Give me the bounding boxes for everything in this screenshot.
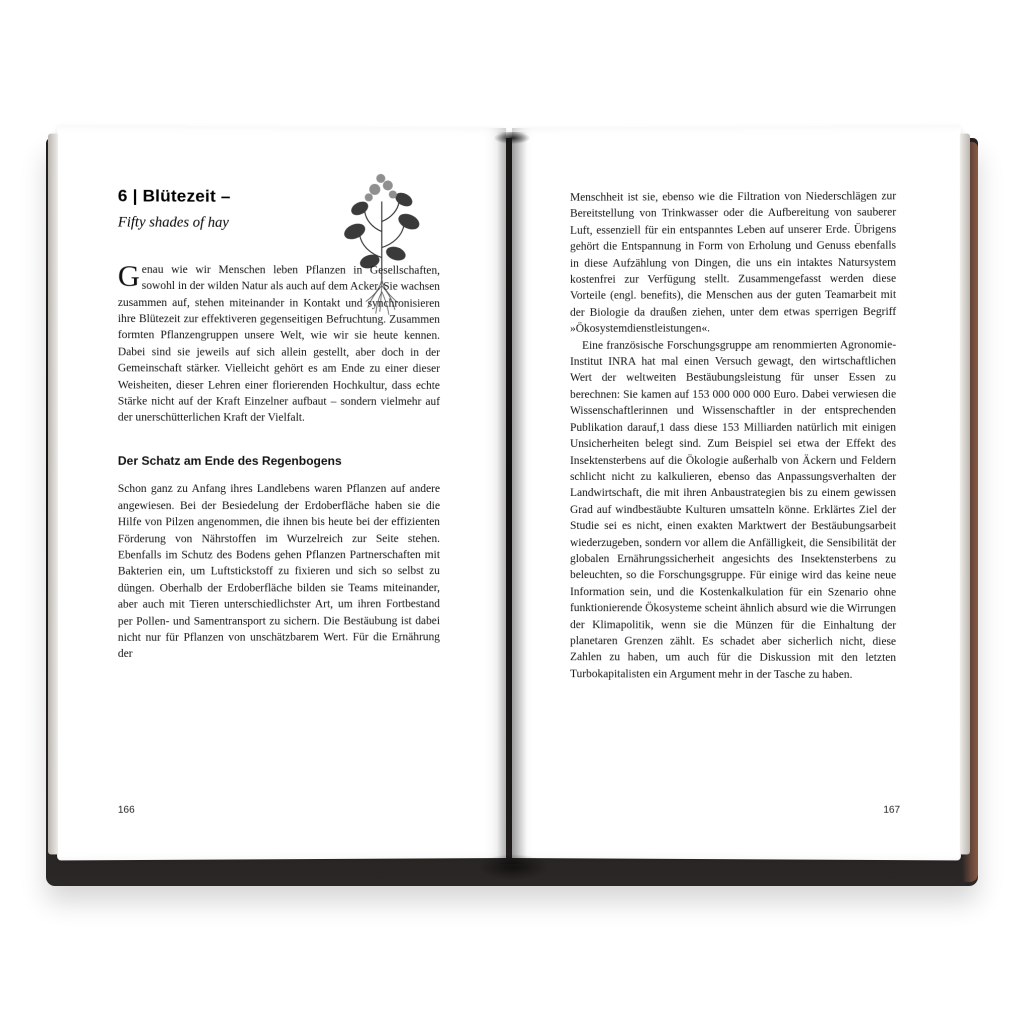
spine-top-shadow — [494, 132, 530, 144]
page-edge-left — [48, 134, 58, 855]
page-number-left: 166 — [117, 804, 135, 816]
body-paragraph — [118, 261, 440, 426]
page-spread — [60, 128, 964, 870]
drop-cap: G — [117, 259, 140, 293]
body-paragraph: Eine französische Forschungsgruppe am renommierten Agronomie-Institut INRA hat mal einen Versuch gewagt, den wirtschaftlichen Wert der weltweiten Bestäubungsleistung für unser Essen zu berechnen: Sie kamen auf 153 000 000 000 Euro. Dabei verwiesen die Wissenschaftlerinnen und Wissenschaftler in der entsprechenden Publikation darauf,1 dass diese 153 Milliarden natürlich mit einigen Unsicherheiten belegt sind. Zum Beispiel sei etwa der Effekt des Insektensterbens auf die Ökologie außerhalb von Äckern und Feldern schlicht nicht zu kalkulieren, ebenso das Anpassungsverhalten der Landwirtschaft, die mit ihren Anbaustrategien bis zu einem gewissen Grad auf windbestäubte Kulturen umsatteln könne. Erklärtes Ziel der Studie sei es nicht, einen exakten Marktwert der Bestäubungsarbeit wiederzugeben, sondern vor allem die Anfälligkeit, die Sensibilität der globalen Ernährungssicherheit angesichts des Insektensterbens zu beleuchten, so die Forschungsgruppe. Für einige wird das keine neue Information sein, und die Kostenkalkulation für ein Szenario ohne funktionierende Ökosysteme scheint ähnlich absurd wie die Wirrungen der Klimapolitik, wenn sie die Münzen für die Einhaltung der planetaren Grenzen zählt. Es schadet aber sicherlich nicht, diese Zahlen zu haben, um auch für die Diskussion mit den letzten Turbokapitalisten ein Argument mehr in der Tasche zu haben. — [570, 338, 897, 681]
body-paragraph-text: enau wie wir Menschen leben Pflanzen in Gesellschaften, sowohl in der wilden Natur als auch auf dem Acker. Sie wachsen zusammen auf, stehen miteinander in Kontakt und synchronisieren ihre Blütezeit zur effektiveren gegenseitigen Befruchtung. Zusammen formten Pflanzengruppen unsere Welt, wie wir sie heute kennen. Dabei sind sie jeweils auf sich allein gestellt, aber doch in der Gemeinschaft stärker. Vielleicht gehört es am Ende zu einer dieser Weisheiten, dieser Lehren einer florierenden Hochkultur, dass echte Stärke nicht auf der Kraft Einzelner aufbaut – sondern vielmehr auf der unerschütterlichen Kraft der Vielfalt. — [117, 263, 440, 425]
body-paragraph: Schon ganz zu Anfang ihres Landlebens waren Pflanzen auf andere angewiesen. Bei der Besiedelung der Erdoberfläche haben sie die Hilfe von Pilzen angenommen, die ihnen bis heute bei der effizienten Förderung von Nährstoffen im Wurzelreich zur Seite stehen. Ebenfalls im Schutz des Bodens gehen Pflanzen Partnerschaften mit Bakterien ein, um Luftstickstoff zu fixieren und sich so selbst zu düngen. Oberhalb der Erdoberfläche bilden sie Teams miteinander, aber auch mit Tieren unterschiedlichster Art, um ihren Fortbestand per Pollen- und Samentransport zu sichern. Die Bestäubung ist dabei nicht nur für Pflanzen von unschätzbarem Wert. Für die Ernährung der — [117, 483, 440, 661]
right-page-text-column — [570, 188, 896, 683]
page-number-right: 167 — [883, 804, 901, 816]
left-page-text-column — [118, 188, 440, 662]
chapter-heading: 6 | Blütezeit – — [117, 186, 231, 206]
left-page — [57, 126, 506, 861]
page-edge-right — [960, 134, 970, 855]
section-subheading: Der Schatz am Ende des Regenbogens — [117, 453, 342, 468]
body-paragraph: Menschheit ist sie, ebenso wie die Filtration von Niederschlägen zur Bereitstellung von Trinkwasser oder die Aufbereitung von sauberer Luft, essenziell für ein entspanntes Leben auf unserer Erde. Übrigens gehört die Entspannung in Form von Erholung und Genuss ebenfalls in diese Aufzählung von Dingen, die uns ein intaktes Natursystem kostenfrei zur Verfügung stellt. Zusammengefasst werden diese Vorteile (engl. benefits), die Menschen aus der guten Teamarbeit mit der Biologie da draußen ziehen, unter dem etwas sperrigen Begriff »Ökosystemdienstleistungen«. — [570, 190, 897, 336]
right-page — [512, 126, 961, 861]
open-book — [46, 128, 978, 888]
chapter-subtitle: Fifty shades of hay — [117, 214, 229, 232]
spine-bottom-shadow — [478, 854, 548, 880]
